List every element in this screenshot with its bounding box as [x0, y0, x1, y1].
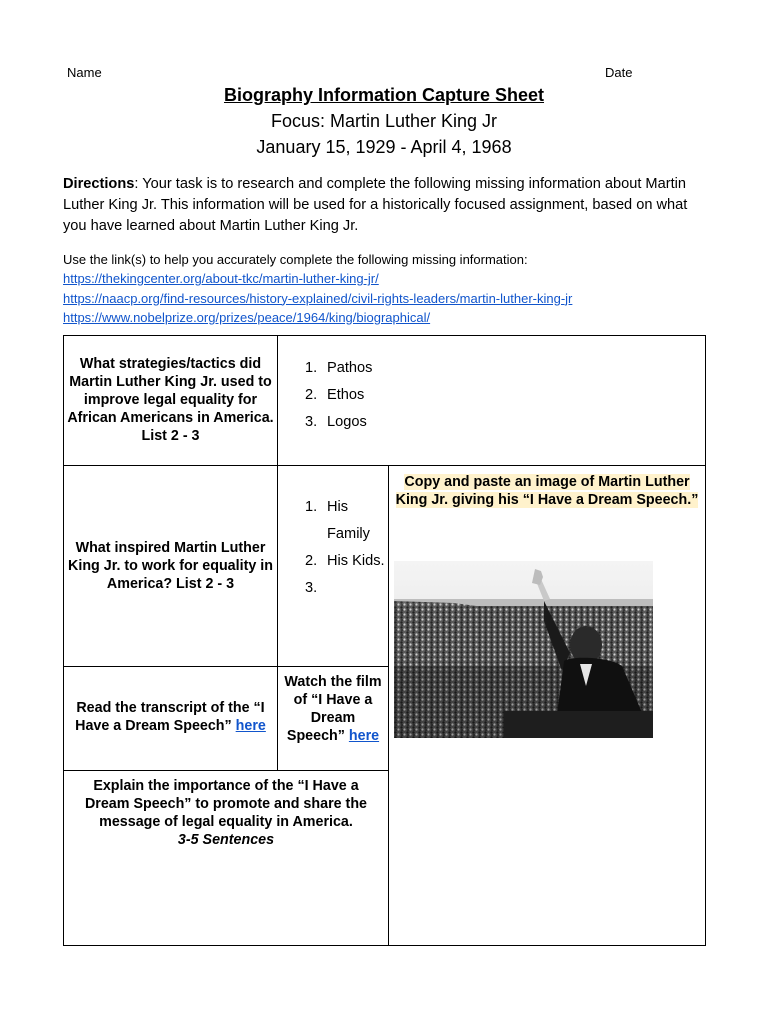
- link-nobel-prize[interactable]: https://www.nobelprize.org/prizes/peace/1964/king/biographical/: [63, 309, 431, 325]
- links-intro: Use the link(s) to help you accurately complete the following missing information:: [63, 252, 528, 267]
- links-section: [63, 250, 713, 327]
- answer-item[interactable]: 3. Logos: [305, 414, 367, 430]
- answer-item[interactable]: 1. His Family: [305, 499, 370, 542]
- date-label: Date: [605, 65, 633, 80]
- name-label: Name: [67, 65, 102, 80]
- transcript-link[interactable]: here: [235, 718, 266, 734]
- directions-paragraph: [63, 174, 713, 237]
- link-naacp[interactable]: https://naacp.org/find-resources/history-explained/civil-rights-leaders/martin-luther-king-jr: [63, 290, 573, 306]
- film-link[interactable]: here: [348, 728, 380, 744]
- explain-prompt: Explain the importance of the “I Have a Dream Speech” to promote and share the message of legal equality in America. 3-5 Sentences: [71, 777, 381, 849]
- answer-item[interactable]: 1. Pathos: [305, 360, 373, 376]
- capture-table: [63, 335, 706, 946]
- directions-label: Directions: [63, 176, 135, 192]
- film-cell: Watch the film of “I Have a Dream Speech” here: [284, 674, 382, 744]
- answer-item[interactable]: 2. Ethos: [305, 387, 365, 403]
- answer-item[interactable]: 3.: [305, 580, 318, 596]
- question-inspiration: What inspired Martin Luther King Jr. to work for equality in America? List 2 - 3: [68, 540, 273, 592]
- answers-inspiration[interactable]: [305, 494, 385, 602]
- transcript-cell: Read the transcript of the “I Have a Dream Speech” here: [75, 700, 266, 734]
- explain-answer-area[interactable]: [389, 771, 705, 945]
- directions-text: : Your task is to research and complete the following missing information about Martin Luther King Jr. This information will be used for a historically focused assignment, based on what you have learned about Martin Luther King Jr.: [63, 176, 688, 234]
- image-prompt: Copy and paste an image of Martin Luther King Jr. giving his “I Have a Dream Speech.”: [395, 474, 699, 508]
- answers-strategies[interactable]: [305, 355, 465, 436]
- focus-line: Focus: Martin Luther King Jr: [270, 111, 498, 131]
- sentence-count-note: 3-5 Sentences: [177, 832, 275, 848]
- question-strategies: What strategies/tactics did Martin Luther King Jr. used to improve legal equality for African Americans in America. List 2 - 3: [67, 356, 274, 444]
- answer-item[interactable]: 2. His Kids.: [305, 553, 385, 569]
- page-title: Biography Information Capture Sheet: [223, 85, 545, 105]
- link-king-center[interactable]: https://thekingcenter.org/about-tkc/martin-luther-king-jr/: [63, 271, 379, 287]
- mlk-speech-photo: [394, 561, 653, 738]
- date-range: January 15, 1929 - April 4, 1968: [256, 137, 512, 157]
